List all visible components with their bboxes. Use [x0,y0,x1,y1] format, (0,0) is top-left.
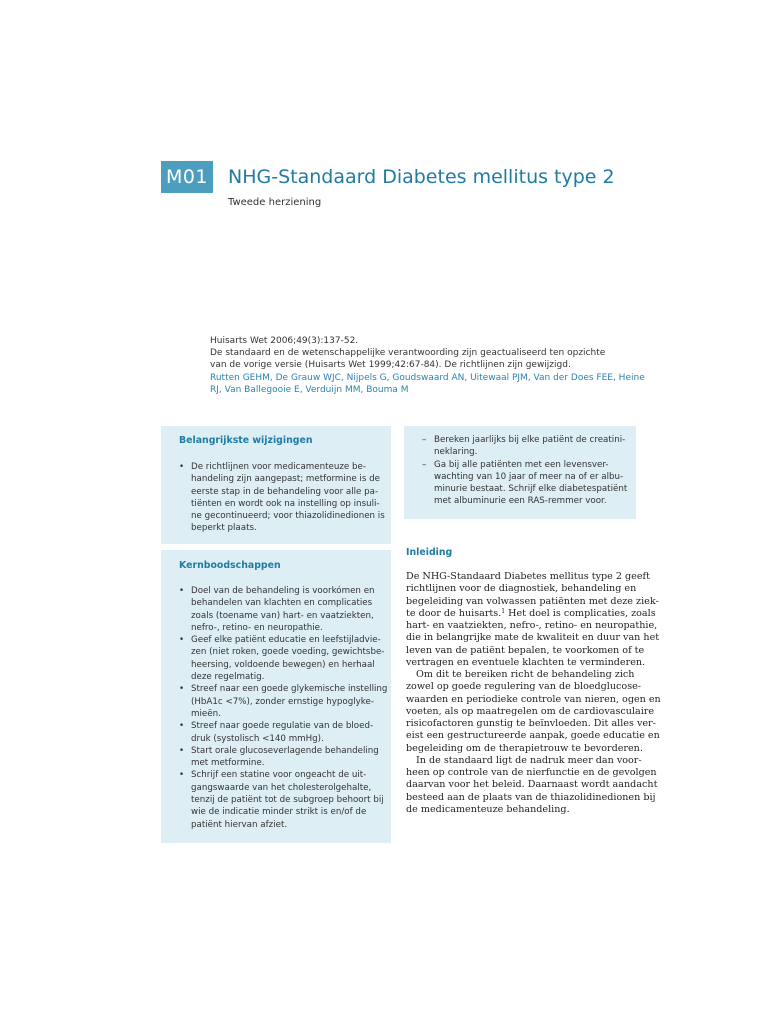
list-item-line: zoals (toename van) hart- en vaatziekten, [191,610,374,621]
body-line: voeten, als op maatregelen om de cardiovasculaire [406,705,655,717]
changes-continued-box [404,426,636,519]
authors-line[interactable]: Rutten GEHM, De Grauw WJC, Nijpels G, Goudswaard AN, Uitewaal PJM, Van der Does FEE, Heine [210,372,645,383]
list-item-line: gangswaarde van het cholesterolgehalte, [191,782,372,793]
key-messages-box [161,550,391,843]
body-line: vertragen en eventuele klachten te verminderen. [406,656,646,668]
page-subtitle: Tweede herziening [228,197,322,208]
list-item-line: zen (niet roken, goede voeding, gewichtsbe- [191,647,385,658]
list-item [179,585,379,634]
body-line: heen op controle van de nierfunctie en de gevolgen [406,767,657,778]
list-item [422,459,627,508]
list-item-line: • Schrijf een statine voor ongeacht de uit- [191,770,367,781]
body-line: zowel op goede regulering van de bloedglucose- [406,681,642,693]
list-item [179,745,379,770]
body-line: begeleiding om de therapietrouw te bevorderen. [406,742,643,754]
changes-list [179,461,385,535]
list-item-line: mieën. [191,708,221,719]
list-item [422,434,627,459]
body-line-text: te door de huisarts. [406,607,502,619]
list-item-line: tiënten en wordt ook na instelling op insuli- [191,498,380,509]
list-item-line: neklaring. [434,447,478,458]
citation-line: Huisarts Wet 2006;49(3):137-52. [210,336,359,346]
body-line: In de standaard ligt de nadruk meer dan voor- [416,754,642,766]
changes-heading: Belangrijkste wijzigingen [179,435,313,446]
list-item-line: • Doel van de behandeling is voorkómen en [191,586,375,596]
list-item-line: met metformine. [191,758,265,769]
list-item-line: • Streef naar een goede glykemische instelling [191,684,388,695]
citation-line: van de vorige versie (Huisarts Wet 1999;42:67-84). De richtlijnen zijn gewijzigd. [210,360,571,371]
list-item-line: wachting van 10 jaar of meer na of er albu- [434,471,624,482]
body-line: daarvan voor het beleid. Daarnaast wordt aandacht [406,779,658,791]
list-item-line: eerste stap in de behandeling voor alle pa- [191,486,379,497]
list-item-line: minurie bestaat. Schrijf elke diabetespatiënt [434,484,628,495]
body-line: begeleiding van volwassen patiënten met deze ziek- [406,595,659,607]
body-line: leven van de patiënt bepalen, te voorkomen of te [406,644,645,656]
changes-box [161,426,391,544]
body-line: die in belangrijke mate de kwaliteit en duur van het [406,632,660,644]
body-line: waarden en periodieke controle van nieren, ogen en [406,693,661,705]
citation-line: De standaard en de wetenschappelijke verantwoording zijn geactualiseerd ten opzichte [210,348,606,359]
body-line: hart- en vaatziekten, nefro-, retino- en neuropathie, [406,620,658,631]
list-item-line: • De richtlijnen voor medicamenteuze be- [191,462,367,472]
section-heading-inleiding: Inleiding [406,547,453,558]
list-item [179,634,385,683]
chapter-code-badge: M01 [161,161,213,193]
list-item [179,769,384,830]
list-item-line: patiënt hiervan afziet. [191,819,288,830]
body-line: richtlijnen voor de diagnostiek, behandeling en [406,583,637,595]
list-item-line: • Geef elke patiënt educatie en leefstijladvie- [191,635,381,646]
list-item-line: beperkt plaats. [191,523,257,534]
list-item-line: wie de indicatie minder strikt is en/of de [191,807,367,818]
body-line: De NHG-Standaard Diabetes mellitus type 2 geeft [406,571,650,582]
list-item-line: tenzij de patiënt tot de subgroep behoort bij [191,795,384,806]
list-item-line: – Bereken jaarlijks bij elke patiënt de creatini- [434,435,626,445]
list-item-line: heersing, voldoende bewegen) en herhaal [191,659,375,670]
key-messages-list [179,585,388,831]
list-item [179,461,385,535]
list-item-line: • Streef naar goede regulatie van de bloed- [191,721,374,732]
key-messages-heading: Kernboodschappen [179,560,281,571]
list-item-line: nefro-, retino- en neuropathie. [191,622,323,633]
body-line [406,607,656,620]
body-line: eist een gestructureerde aanpak, goede educatie en [406,730,660,742]
list-item-line: – Ga bij alle patiënten met een levensver- [434,459,609,470]
changes-continued-list [422,434,627,508]
list-item-line: • Start orale glucoseverlagende behandeling [191,745,379,756]
body-line: risicofactoren gunstig te beïnvloeden. Dit alles ver- [406,718,656,729]
citation-block [210,335,645,396]
list-item [179,720,379,745]
list-item-line: ne gecontinueerd; voor thiazolidinedionen is [191,511,385,522]
authors-line[interactable]: RJ, Van Ballegooie E, Verduijn MM, Bouma M [210,384,409,395]
list-item-line: handeling zijn aangepast; metformine is de [191,474,380,485]
footnote-marker[interactable]: 1 [501,607,506,615]
list-item-line: (HbA1c <7%), zonder ernstige hypoglyke- [191,696,374,707]
body-line: de medicamenteuze behandeling. [406,803,570,815]
inleiding-body [406,571,661,816]
list-item-line: behandelen van klachten en complicaties [191,598,373,609]
page-title: NHG-Standaard Diabetes mellitus type 2 [228,166,615,188]
list-item-line: deze regelmatig. [191,672,265,683]
list-item-line: met albuminurie een RAS-remmer voor. [434,496,607,507]
list-item-line: druk (systolisch <140 mmHg). [191,733,324,744]
body-line: besteed aan de plaats van de thiazolidinedionen bij [406,791,656,803]
list-item [179,683,388,720]
body-line: Om dit te bereiken richt de behandeling zich [416,669,635,680]
body-line-text: Het doel is complicaties, zoals [505,607,656,619]
